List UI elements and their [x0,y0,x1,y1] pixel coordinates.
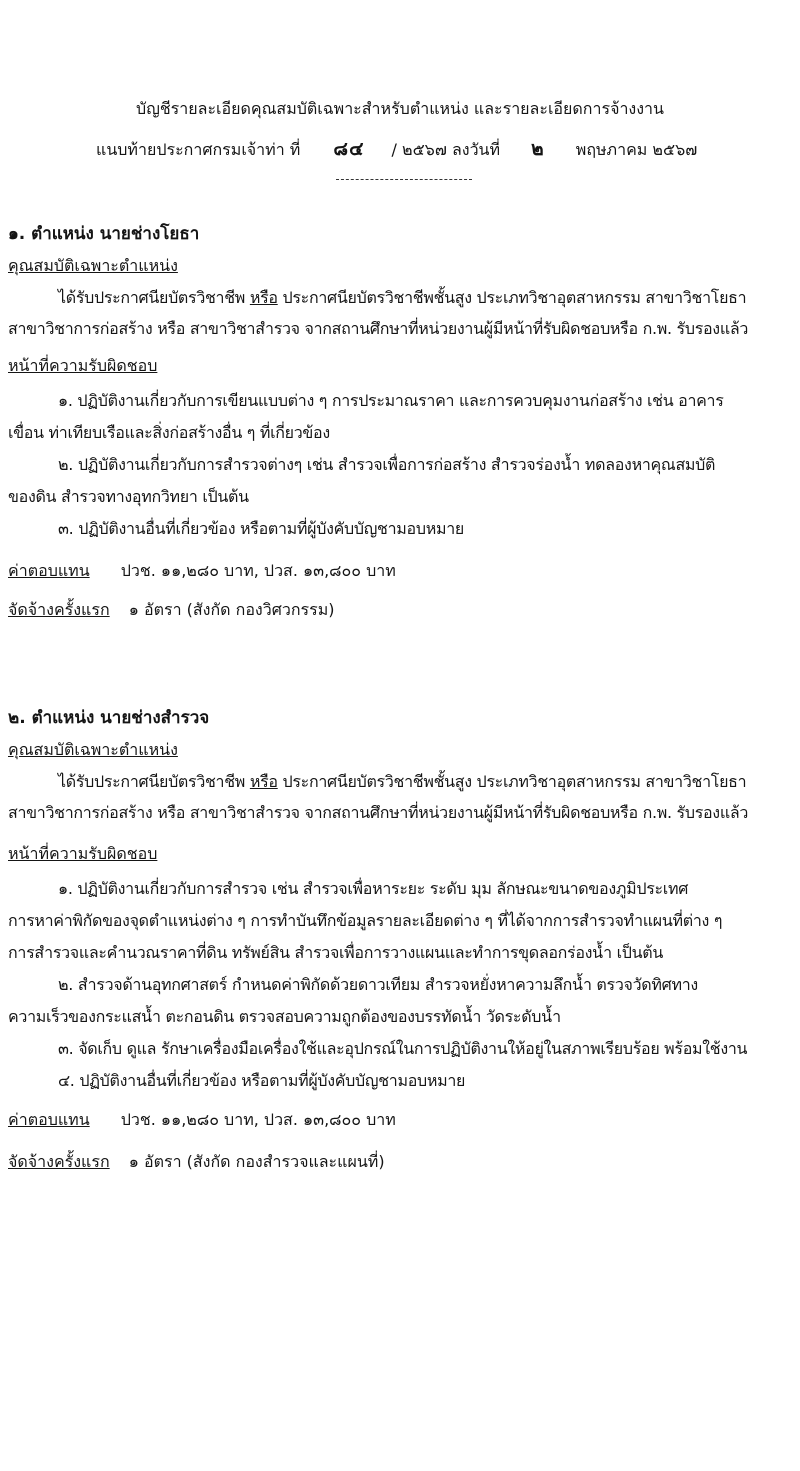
section-2-duty-line: การสำรวจและคำนวณราคาที่ดิน ทรัพย์สิน สำรวจเพื่อการวางแผนและทำการขุดลอกร่องน้ำ เป็นต้น [8,943,663,962]
reference-number: ๘๔ [333,138,365,160]
pay-label: ค่าตอบแทน [8,1110,90,1129]
reference-month: พฤษภาคม ๒๕๖๗ [575,140,698,159]
qualification-text: ประกาศนียบัตรวิชาชีพชั้นสูง ประเภทวิชาอุตสาหกรรม สาขาวิชาโยธา [282,772,747,791]
section-2-qualification-line-2: สาขาวิชาการก่อสร้าง หรือ สาขาวิชาสำรวจ จากสถานศึกษาที่หน่วยงานผู้มีหน้าที่รับผิดชอบหรือ ก.พ. รับรองแล้ว [8,803,749,822]
pay-label: ค่าตอบแทน [8,561,90,580]
section-2-duty-line: ๓. จัดเก็บ ดูแล รักษาเครื่องมือเครื่องใช้และอุปกรณ์ในการปฏิบัติงานให้อยู่ในสภาพเรียบร้อย พร้อมใช้งาน [58,1039,748,1058]
qualification-or: หรือ [249,288,278,307]
section-1-duty-line: ๓. ปฏิบัติงานอื่นที่เกี่ยวข้อง หรือตามที่ผู้บังคับบัญชามอบหมาย [58,519,464,538]
section-2-duty-line: ความเร็วของกระแสน้ำ ตะกอนดิน ตรวจสอบความถูกต้องของบรรทัดน้ำ วัดระดับน้ำ [8,1007,561,1026]
pay-value: ปวช. ๑๑,๒๘๐ บาท, ปวส. ๑๓,๘๐๐ บาท [120,561,396,580]
reference-prefix: แนบท้ายประกาศกรมเจ้าท่า ที่ [96,140,301,159]
section-1-duty-line: ของดิน สำรวจทางอุทกวิทยา เป็นต้น [8,487,249,506]
section-2-duty-line: ๒. สำรวจด้านอุทกศาสตร์ กำหนดค่าพิกัดด้วยดาวเทียม สำรวจหยั่งหาความลึกน้ำ ตรวจวัดทิศทาง [58,975,698,994]
header-divider [336,179,472,180]
section-2-pay [8,1109,396,1131]
section-2-duty-line: ๑. ปฏิบัติงานเกี่ยวกับการสำรวจ เช่น สำรวจเพื่อหาระยะ ระดับ มุม ลักษณะขนาดของภูมิประเทศ [58,879,689,898]
section-2-duty-line: ๔. ปฏิบัติงานอื่นที่เกี่ยวข้อง หรือตามที่ผู้บังคับบัญชามอบหมาย [58,1071,466,1090]
reference-year: / ๒๕๖๗ ลงวันที่ [391,140,501,159]
section-1-qualification-line-2: สาขาวิชาการก่อสร้าง หรือ สาขาวิชาสำรวจ จากสถานศึกษาที่หน่วยงานผู้มีหน้าที่รับผิดชอบหรือ ก.พ. รับรองแล้ว [8,319,749,338]
section-1-duty-line: ๒. ปฏิบัติงานเกี่ยวกับการสำรวจต่างๆ เช่น สำรวจเพื่อการก่อสร้าง สำรวจร่องน้ำ ทดลองหาคุณสมบัติ [58,455,716,474]
section-1-duty-line: ๑. ปฏิบัติงานเกี่ยวกับการเขียนแบบต่าง ๆ การประมาณราคา และการควบคุมงานก่อสร้าง เช่น อาคาร [58,391,724,410]
pay-value: ปวช. ๑๑,๒๘๐ บาท, ปวส. ๑๓,๘๐๐ บาท [120,1110,396,1129]
section-2-duty-line: การหาค่าพิกัดของจุดตำแหน่งต่าง ๆ การทำบันทึกข้อมูลรายละเอียดต่าง ๆ ที่ได้จากการสำรวจทำแผนที่ต่าง ๆ [8,911,723,930]
qualification-or: หรือ [249,772,278,791]
hire-value: ๑ อัตรา (สังกัด กองสำรวจและแผนที่) [128,1152,385,1171]
section-1-qualification-heading: คุณสมบัติเฉพาะตำแหน่ง [8,256,178,275]
document-title: บัญชีรายละเอียดคุณสมบัติเฉพาะสำหรับตำแหน่ง และรายละเอียดการจ้างงาน [136,99,664,118]
section-2-title: ๒. ตำแหน่ง นายช่างสำรวจ [8,708,210,728]
section-1-duty-heading: หน้าที่ความรับผิดชอบ [8,356,158,375]
qualification-text: ได้รับประกาศนียบัตรวิชาชีพ [58,772,246,791]
hire-value: ๑ อัตรา (สังกัด กองวิศวกรรม) [128,600,335,619]
section-1-title: ๑. ตำแหน่ง นายช่างโยธา [8,224,200,244]
section-2-hire [8,1151,385,1173]
section-2-qualification-heading: คุณสมบัติเฉพาะตำแหน่ง [8,740,178,759]
reference-day: ๒ [531,138,545,160]
hire-label: จัดจ้างครั้งแรก [8,1152,110,1171]
section-2-duty-heading: หน้าที่ความรับผิดชอบ [8,844,158,863]
announcement-reference [96,138,697,161]
section-1-qualification-line-1 [58,287,746,309]
section-2-qualification-line-1 [58,771,746,793]
section-1-hire [8,599,335,621]
hire-label: จัดจ้างครั้งแรก [8,600,110,619]
section-1-duty-line: เขื่อน ท่าเทียบเรือและสิ่งก่อสร้างอื่น ๆ ที่เกี่ยวข้อง [8,423,330,442]
section-1-pay [8,560,396,582]
qualification-text: ประกาศนียบัตรวิชาชีพชั้นสูง ประเภทวิชาอุตสาหกรรม สาขาวิชาโยธา [282,288,747,307]
qualification-text: ได้รับประกาศนียบัตรวิชาชีพ [58,288,246,307]
